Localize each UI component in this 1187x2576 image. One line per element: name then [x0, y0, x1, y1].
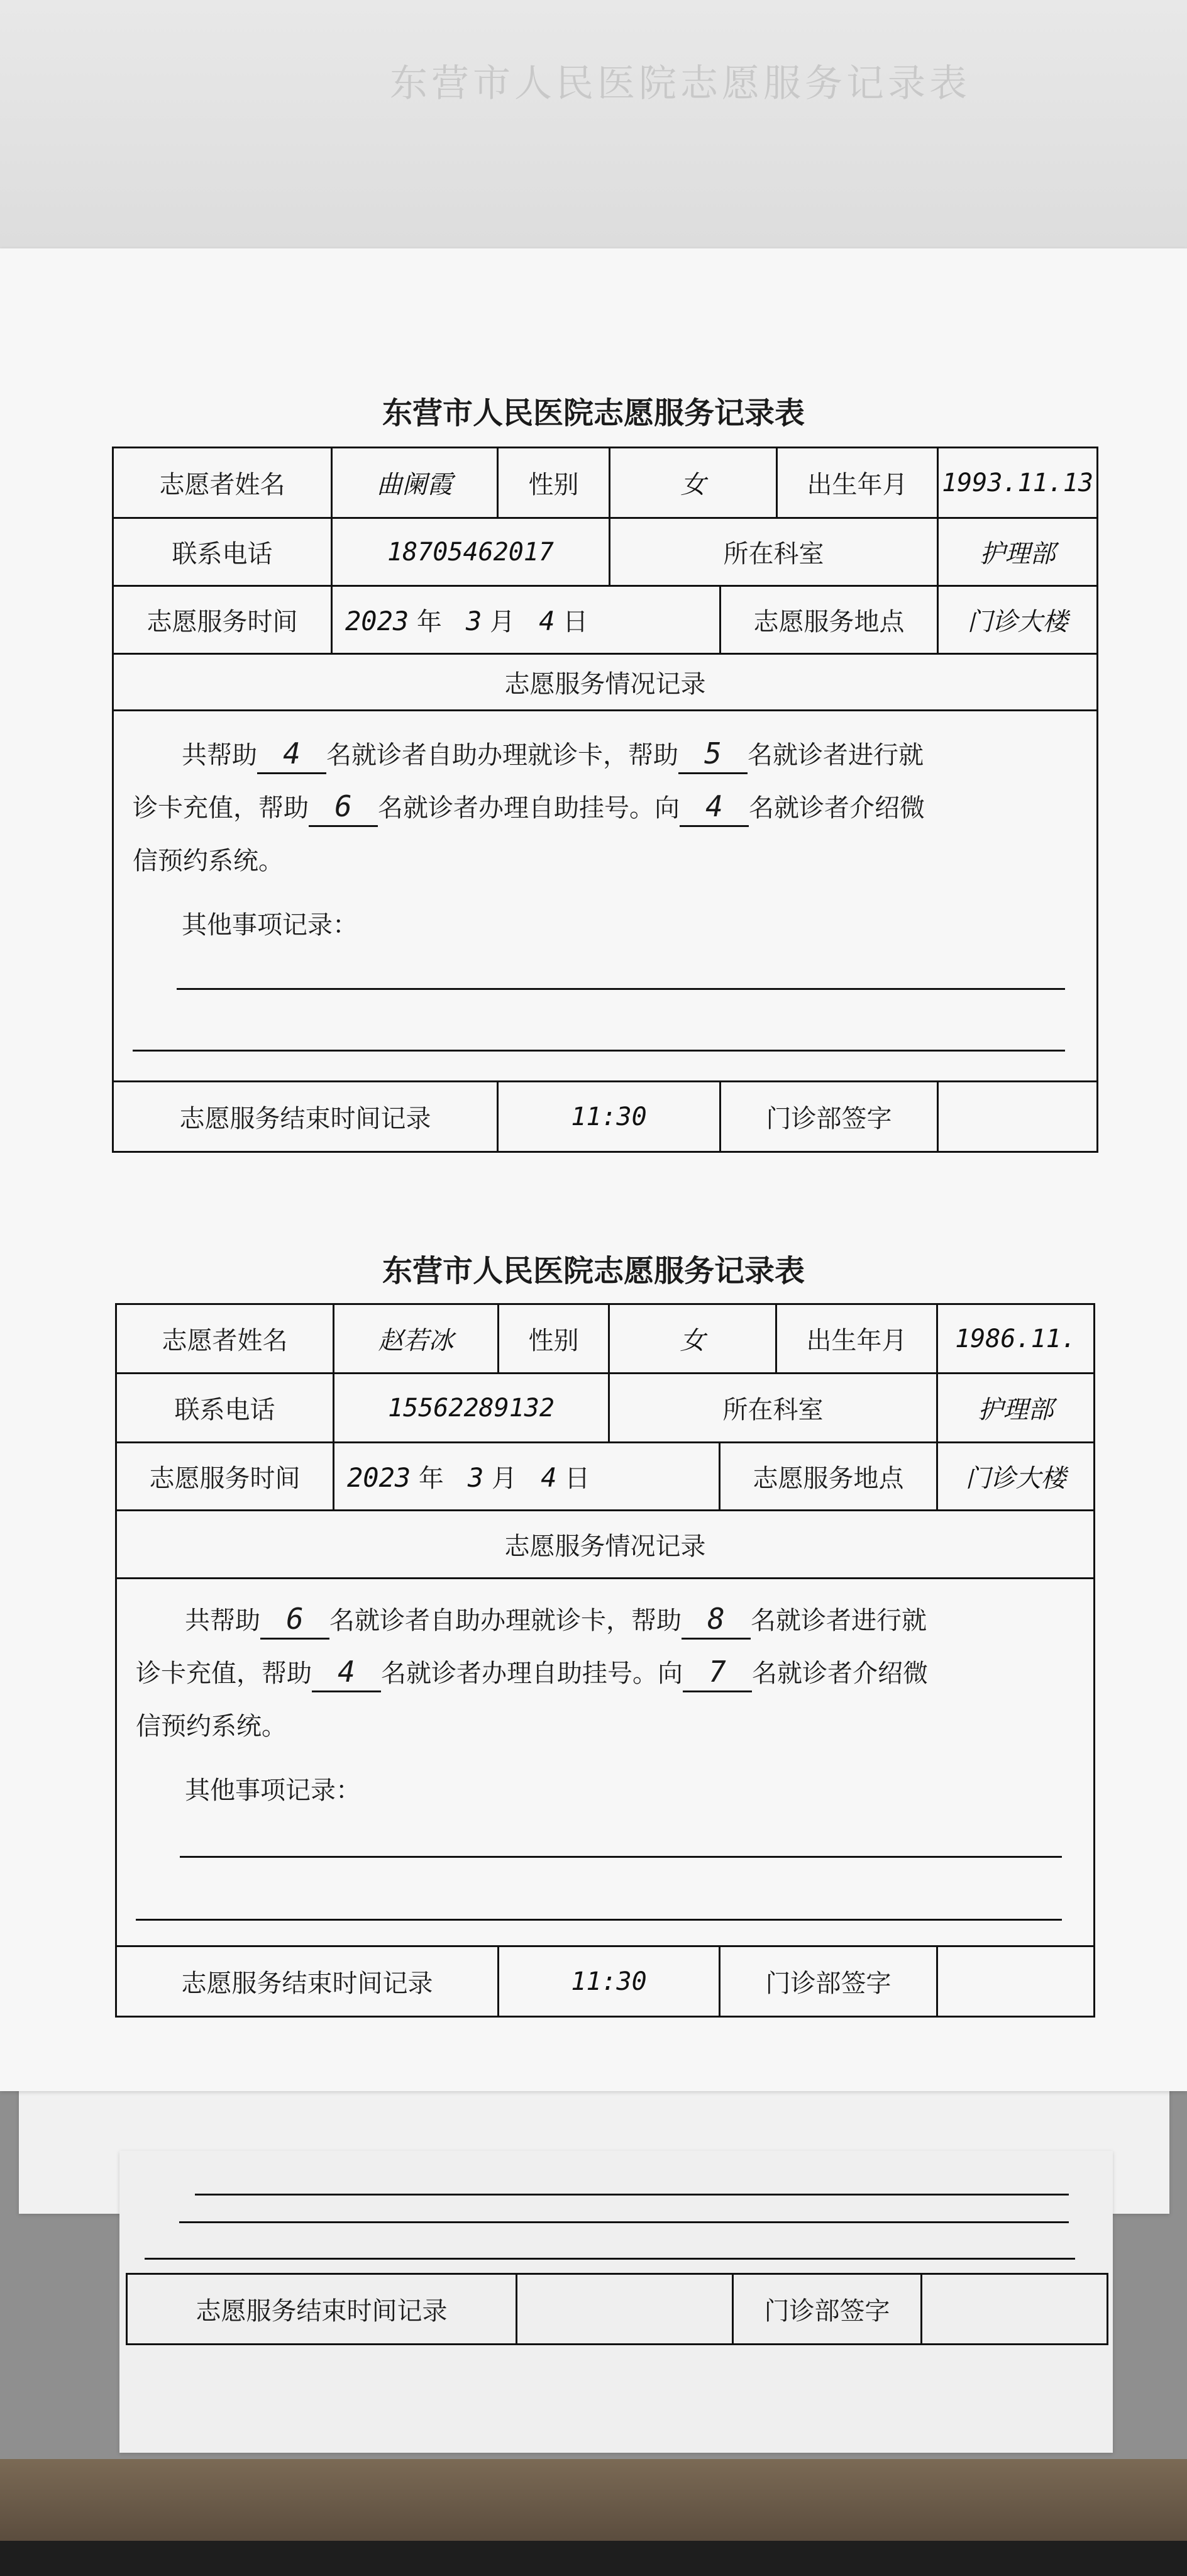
record-body: [113, 711, 1098, 1082]
value-dept: 护理部: [938, 518, 1098, 586]
text-p3: 名就诊者进行就: [748, 741, 924, 770]
text-p4: 诊卡充值，帮助: [133, 794, 309, 823]
value-day: 4: [541, 1462, 557, 1493]
form2-title: 东营市人民医院志愿服务记录表: [382, 1253, 805, 1289]
value-sign: [937, 1946, 1095, 2017]
label-phone: 联系电话: [116, 1374, 334, 1443]
form1-info-table: [112, 447, 1098, 1153]
bleed-through-title: 东营市人民医院志愿服务记录表: [390, 62, 971, 106]
record-header: 志愿服务情况记录: [116, 1511, 1095, 1579]
value-service-date: [332, 586, 720, 654]
count-cards: 6: [260, 1600, 329, 1640]
count-cards: 4: [257, 735, 326, 774]
value-service-place: 门诊大楼: [938, 586, 1098, 654]
label-service-time: 志愿服务时间: [116, 1443, 334, 1511]
background-top: [0, 0, 1187, 264]
label-birth: 出生年月: [777, 448, 938, 518]
label-dept: 所在科室: [610, 518, 938, 586]
value-phone: 18705462017: [332, 518, 610, 586]
value-year: 2023: [345, 606, 409, 636]
value-end-time: 11:30: [498, 1082, 720, 1152]
label-end-time: 志愿服务结束时间记录: [116, 1946, 499, 2017]
form3-footer-table: [126, 2273, 1108, 2345]
value-name: 赵若冰: [334, 1304, 499, 1374]
text-other: 其他事项记录：: [182, 911, 358, 940]
other-line-1: [177, 988, 1065, 990]
label-service-time: 志愿服务时间: [113, 586, 332, 654]
desk-edge: [0, 2541, 1187, 2576]
text-p2: 名就诊者自助办理就诊卡，帮助: [326, 741, 678, 770]
other-line-1: [180, 1856, 1062, 1858]
value-birth: 1993.11.13: [938, 448, 1098, 518]
sheet3-line-1: [195, 2194, 1069, 2196]
value-month: 3: [468, 1462, 484, 1493]
value-dept: 护理部: [937, 1374, 1095, 1443]
value-service-date: [334, 1443, 720, 1511]
value-gender: 女: [610, 448, 777, 518]
label-year: 年: [416, 608, 442, 636]
label-day: 日: [563, 608, 588, 636]
label-month: 月: [492, 1464, 517, 1493]
text-p7: 信预约系统。: [133, 847, 284, 875]
label-sign: 门诊部签字: [720, 1082, 938, 1152]
text-p5: 名就诊者办理自助挂号。向: [381, 1659, 683, 1688]
text-p4: 诊卡充值，帮助: [136, 1659, 312, 1688]
value-phone: 15562289132: [334, 1374, 609, 1443]
label-year: 年: [418, 1464, 444, 1493]
count-recharge: 5: [678, 735, 748, 774]
value-sign: [938, 1082, 1098, 1152]
form2-info-table: [115, 1303, 1095, 2018]
text-other: 其他事项记录：: [185, 1776, 361, 1805]
label-end-time: 志愿服务结束时间记录: [127, 2274, 517, 2345]
text-p2: 名就诊者自助办理就诊卡，帮助: [329, 1606, 682, 1635]
label-day: 日: [565, 1464, 590, 1493]
text-p3: 名就诊者进行就: [751, 1606, 927, 1635]
other-line-2: [136, 1919, 1062, 1921]
value-day: 4: [539, 606, 555, 636]
label-dept: 所在科室: [609, 1374, 937, 1443]
record-body: [116, 1579, 1095, 1946]
label-service-place: 志愿服务地点: [720, 586, 938, 654]
text-p1: 共帮助: [182, 741, 257, 770]
value-service-place: 门诊大楼: [937, 1443, 1095, 1511]
text-p5: 名就诊者办理自助挂号。向: [378, 794, 680, 823]
count-recharge: 8: [682, 1600, 751, 1640]
label-month: 月: [490, 608, 516, 636]
label-end-time: 志愿服务结束时间记录: [113, 1082, 498, 1152]
value-sign: [922, 2274, 1108, 2345]
count-register: 4: [312, 1653, 381, 1692]
sheet3-line-3: [179, 2221, 1069, 2223]
value-gender: 女: [609, 1304, 776, 1374]
sheet3-line-2: [145, 2258, 1075, 2260]
label-birth: 出生年月: [776, 1304, 937, 1374]
label-phone: 联系电话: [113, 518, 332, 586]
other-line-2: [133, 1050, 1065, 1052]
text-p6: 名就诊者介绍微: [749, 794, 925, 823]
label-service-place: 志愿服务地点: [720, 1443, 937, 1511]
label-gender: 性别: [498, 448, 610, 518]
value-birth: 1986.11.: [937, 1304, 1095, 1374]
form1-title: 东营市人民医院志愿服务记录表: [382, 396, 805, 431]
label-gender: 性别: [499, 1304, 609, 1374]
count-wechat: 7: [683, 1653, 752, 1692]
value-month: 3: [466, 606, 482, 636]
text-p6: 名就诊者介绍微: [752, 1659, 928, 1688]
text-p1: 共帮助: [185, 1606, 260, 1635]
record-header: 志愿服务情况记录: [113, 654, 1098, 711]
count-register: 6: [309, 787, 378, 827]
count-wechat: 4: [680, 787, 749, 827]
value-year: 2023: [347, 1462, 411, 1493]
label-sign: 门诊部签字: [720, 1946, 937, 2017]
label-name: 志愿者姓名: [113, 448, 332, 518]
value-name: 曲阑霞: [332, 448, 498, 518]
text-p7: 信预约系统。: [136, 1712, 287, 1741]
label-name: 志愿者姓名: [116, 1304, 334, 1374]
value-end-time: 11:30: [499, 1946, 720, 2017]
label-sign: 门诊部签字: [733, 2274, 922, 2345]
value-end-time: [517, 2274, 733, 2345]
